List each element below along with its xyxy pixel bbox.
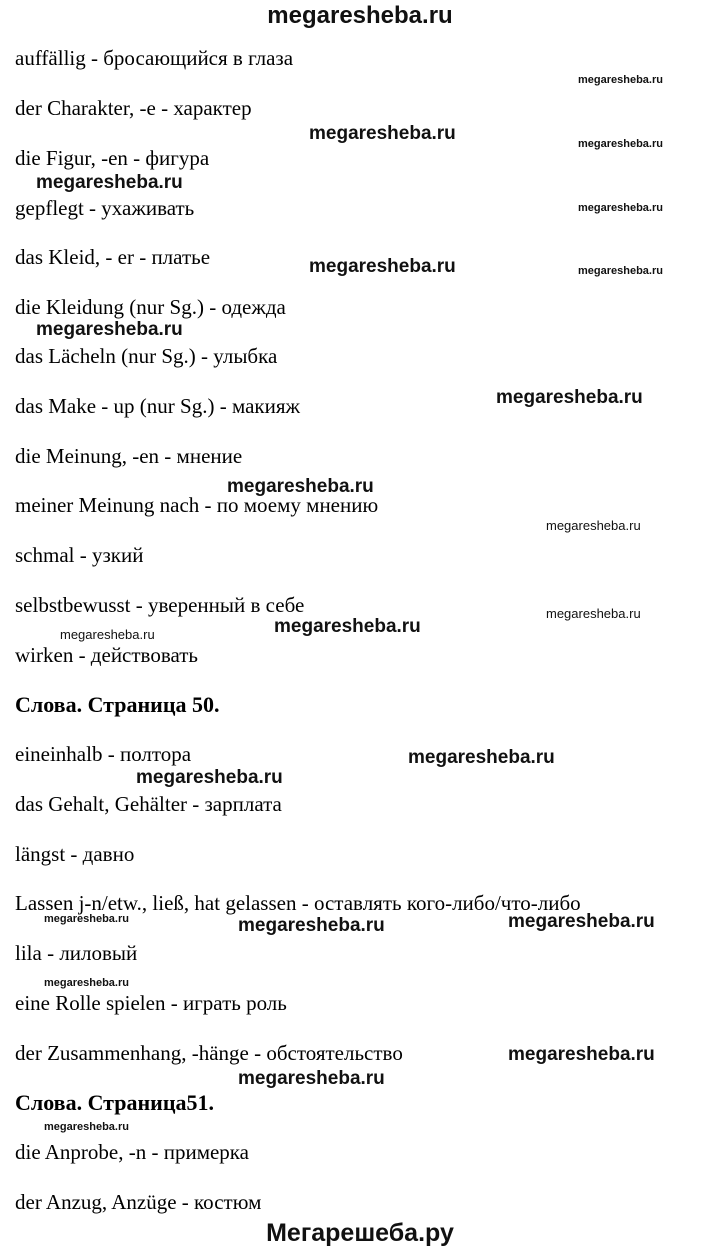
- vocab-line: das Kleid, - er - платье: [15, 245, 211, 269]
- vocab-line: gepflegt - ухаживать: [15, 196, 195, 220]
- watermark: megaresheba.ru: [546, 518, 641, 533]
- watermark: megaresheba.ru: [508, 911, 655, 932]
- watermark: megaresheba.ru: [36, 172, 183, 193]
- watermark: megaresheba.ru: [60, 627, 155, 642]
- page-footer-site: Мегарешеба.ру: [266, 1219, 454, 1247]
- watermark: megaresheba.ru: [274, 616, 421, 637]
- watermark: megaresheba.ru: [546, 606, 641, 621]
- vocab-line: das Gehalt, Gehälter - зарплата: [15, 792, 282, 816]
- watermark: megaresheba.ru: [44, 977, 129, 989]
- watermark: megaresheba.ru: [578, 202, 663, 214]
- watermark: megaresheba.ru: [136, 767, 283, 788]
- vocab-line: die Figur, -en - фигура: [15, 146, 210, 170]
- vocab-line: eineinhalb - полтора: [15, 742, 192, 766]
- watermark: megaresheba.ru: [44, 1121, 129, 1133]
- vocab-line: der Charakter, -e - характер: [15, 96, 252, 120]
- vocab-line: meiner Meinung nach - по моему мнению: [15, 493, 379, 517]
- vocab-line: der Zusammenhang, -hänge - обстоятельство: [15, 1041, 403, 1065]
- section-heading-50: Слова. Страница 50.: [15, 692, 220, 717]
- vocab-line: das Make - up (nur Sg.) - макияж: [15, 394, 301, 418]
- vocab-line: wirken - действовать: [15, 643, 198, 667]
- watermark: megaresheba.ru: [227, 476, 374, 497]
- watermark: megaresheba.ru: [238, 1068, 385, 1089]
- section-heading-51: Слова. Страница51.: [15, 1090, 214, 1115]
- page-header-site: megaresheba.ru: [267, 2, 453, 29]
- vocab-line: selbstbewusst - уверенный в себе: [15, 593, 305, 617]
- watermark: megaresheba.ru: [309, 123, 456, 144]
- vocab-line: eine Rolle spielen - играть роль: [15, 991, 287, 1015]
- watermark: megaresheba.ru: [578, 265, 663, 277]
- watermark: megaresheba.ru: [238, 915, 385, 936]
- watermark: megaresheba.ru: [44, 913, 129, 925]
- watermark: megaresheba.ru: [496, 387, 643, 408]
- vocab-line: schmal - узкий: [15, 543, 144, 567]
- watermark: megaresheba.ru: [578, 138, 663, 150]
- watermark: megaresheba.ru: [309, 256, 456, 277]
- watermark: megaresheba.ru: [508, 1044, 655, 1065]
- vocab-line: auffällig - бросающийся в глаза: [15, 46, 294, 70]
- watermark: megaresheba.ru: [408, 747, 555, 768]
- vocab-line: das Lächeln (nur Sg.) - улыбка: [15, 344, 278, 368]
- vocab-line: Lassen j-n/etw., ließ, hat gelassen - оставлять кого-либо/что-либо: [15, 891, 581, 915]
- vocab-line: die Anprobe, -n - примерка: [15, 1140, 250, 1164]
- vocab-line: längst - давно: [15, 842, 135, 866]
- watermark: megaresheba.ru: [578, 74, 663, 86]
- vocab-line: lila - лиловый: [15, 941, 138, 965]
- vocab-line: die Kleidung (nur Sg.) - одежда: [15, 295, 286, 319]
- vocab-line: die Meinung, -en - мнение: [15, 444, 243, 468]
- watermark: megaresheba.ru: [36, 319, 183, 340]
- vocab-line: der Anzug, Anzüge - костюм: [15, 1190, 262, 1214]
